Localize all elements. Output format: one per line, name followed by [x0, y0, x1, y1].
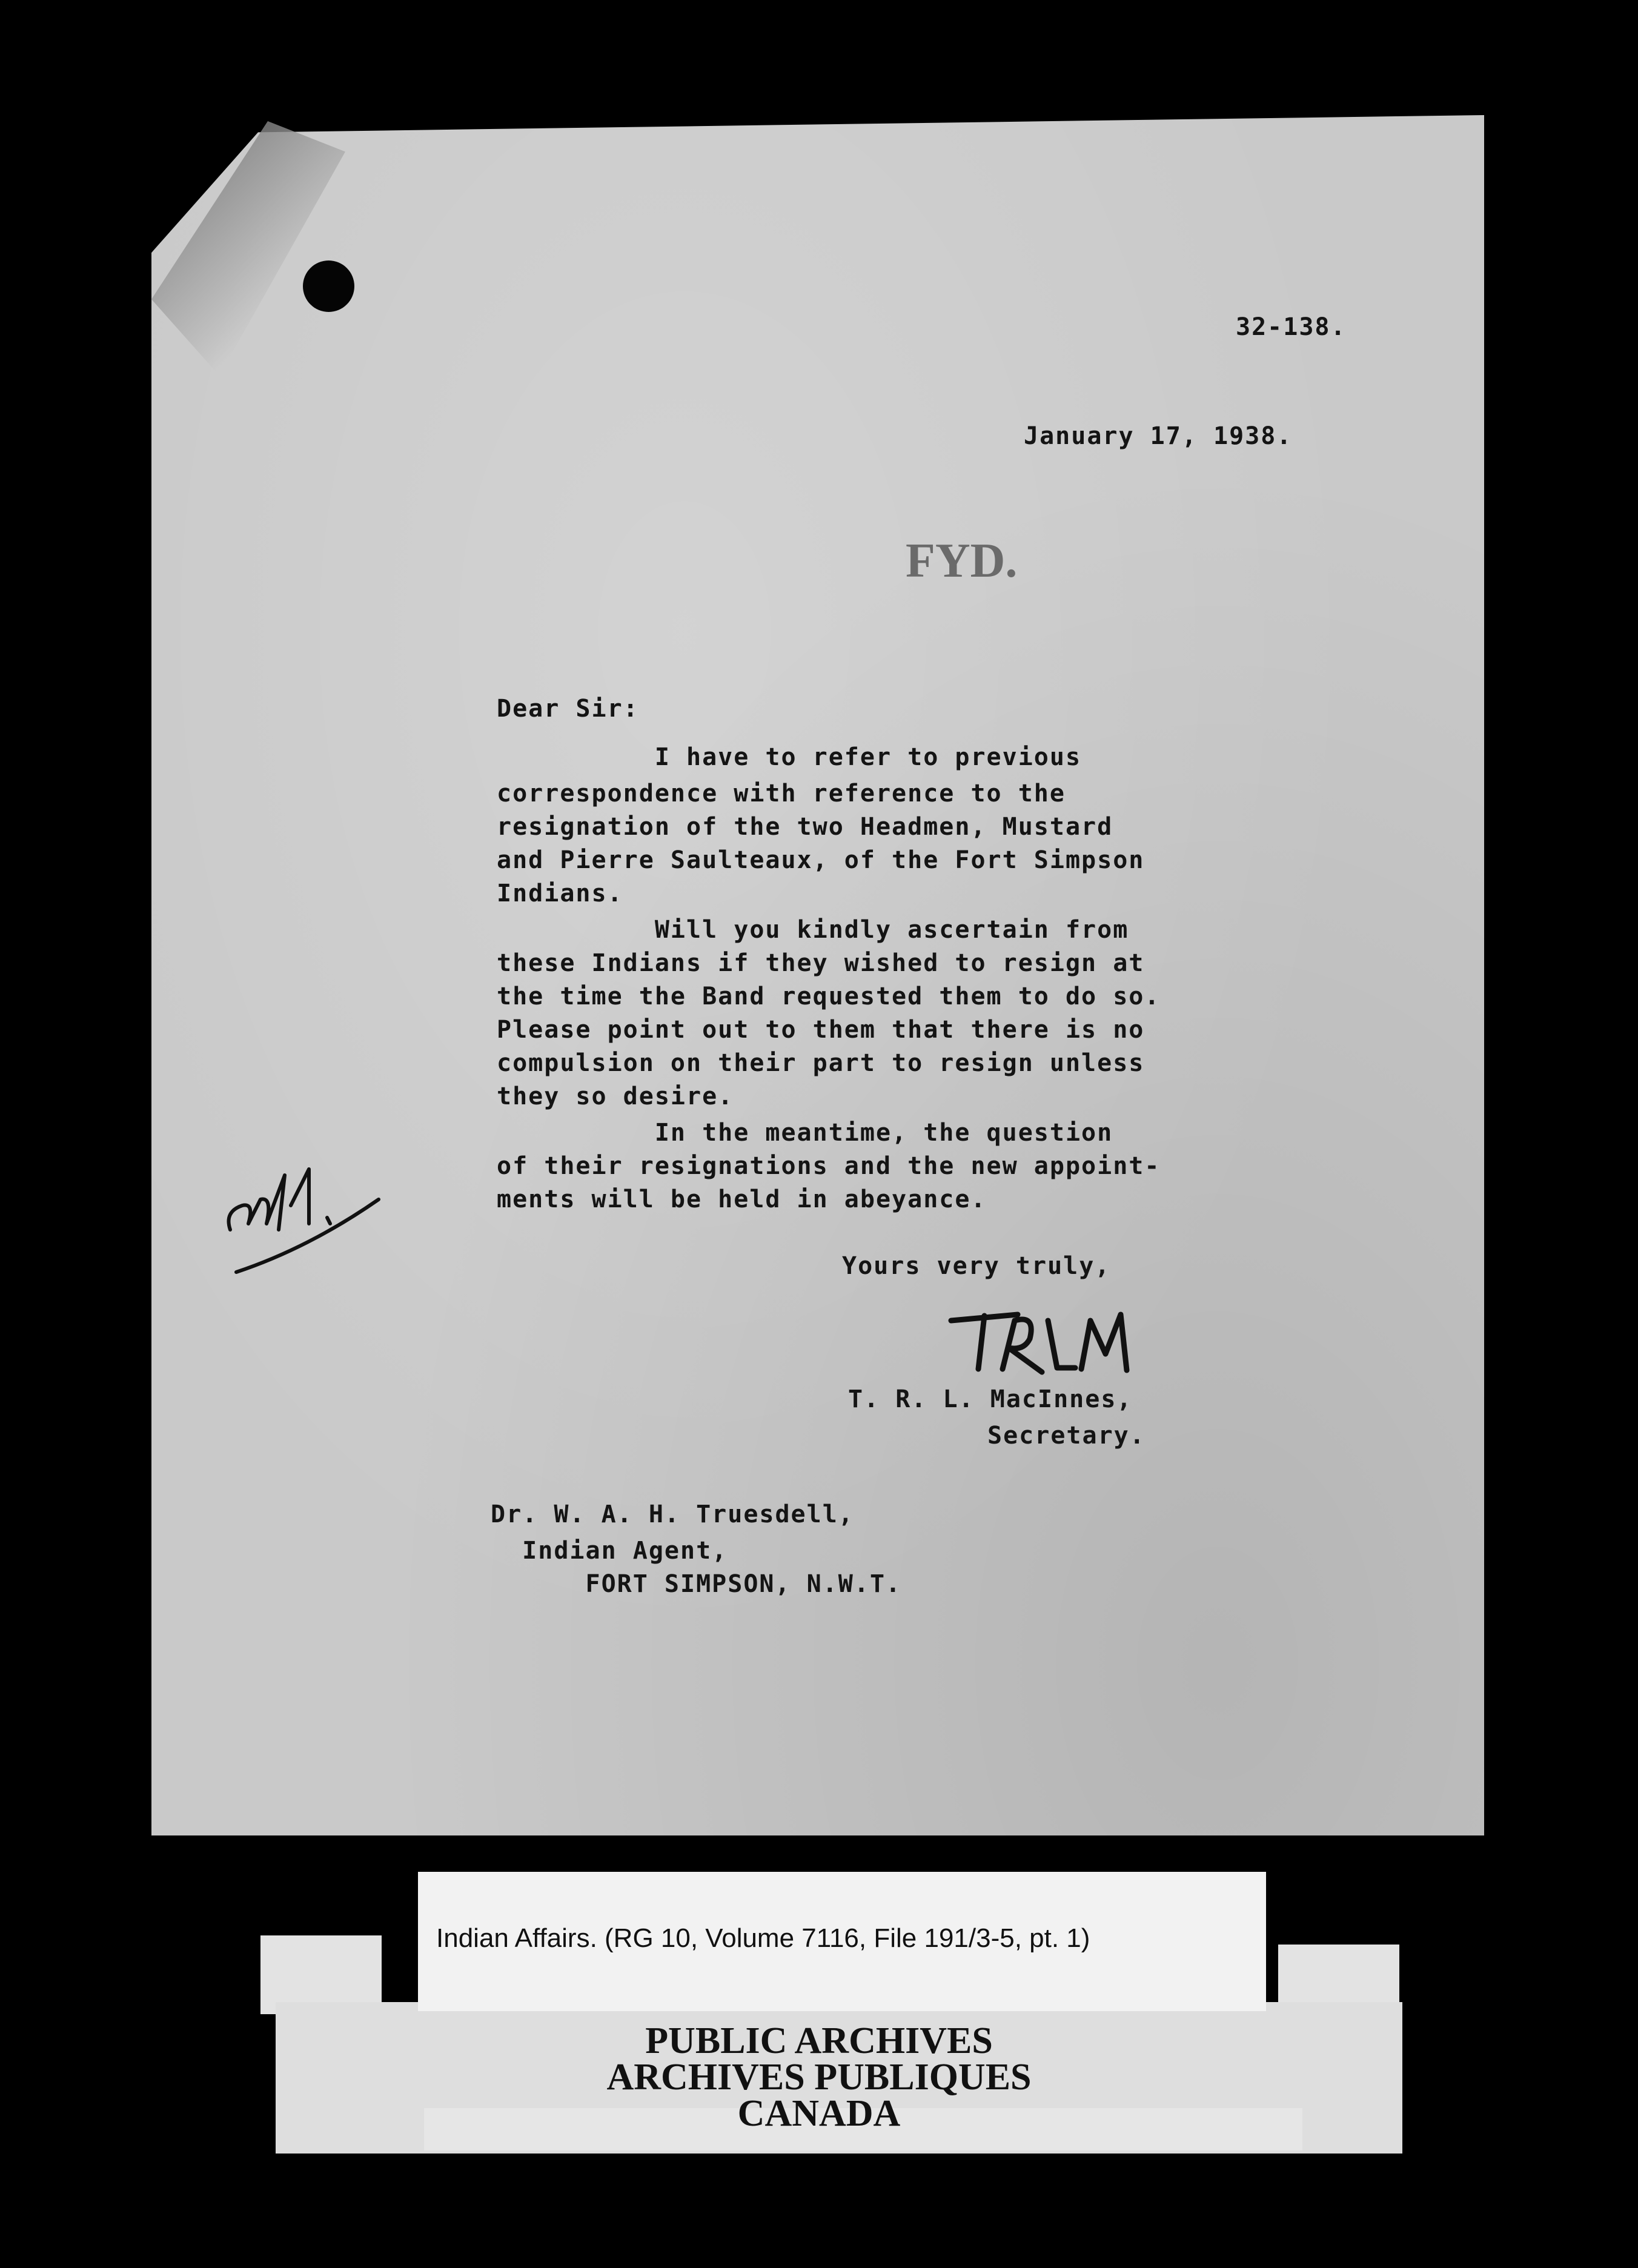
salutation: Dear Sir:	[497, 695, 639, 723]
signer-name: T. R. L. MacInnes,	[848, 1385, 1133, 1413]
fyd-stamp	[906, 533, 1069, 588]
addressee-line: FORT SIMPSON, N.W.T.	[491, 1570, 902, 1598]
signer-title: Secretary.	[987, 1422, 1146, 1450]
body-line: correspondence with reference to the	[497, 780, 1066, 807]
body-line: and Pierre Saulteaux, of the Fort Simpson	[497, 846, 1145, 874]
body-line: Please point out to them that there is no	[497, 1016, 1145, 1044]
file-number: 32-138.	[1236, 313, 1347, 341]
stamp-text: FYD.	[906, 534, 1018, 588]
letter-date: January 17, 1938.	[1024, 422, 1293, 450]
body-line: I have to refer to previous	[497, 743, 1082, 771]
body-line: the time the Band requested them to do so.	[497, 983, 1161, 1010]
body-line: ments will be held in abeyance.	[497, 1185, 987, 1213]
margin-note-handwriting	[218, 1139, 388, 1278]
archives-line-1: PUBLIC ARCHIVES	[645, 2020, 993, 2061]
body-line: compulsion on their part to resign unless	[497, 1049, 1145, 1077]
addressee-line: Indian Agent,	[491, 1537, 728, 1565]
body-line: these Indians if they wished to resign at	[497, 949, 1145, 977]
handwritten-signature	[945, 1296, 1151, 1375]
punch-hole	[303, 260, 354, 312]
body-line: Will you kindly ascertain from	[497, 916, 1129, 944]
body-line: In the meantime, the question	[497, 1119, 1113, 1147]
archives-line-2: ARCHIVES PUBLIQUES	[606, 2057, 1032, 2098]
archives-line-3: CANADA	[737, 2093, 901, 2134]
body-line: Indians.	[497, 880, 623, 907]
body-line: they so desire.	[497, 1083, 734, 1110]
body-line: of their resignations and the new appoint-	[497, 1152, 1161, 1180]
body-line: resignation of the two Headmen, Mustard	[497, 813, 1113, 841]
addressee-line: Dr. W. A. H. Truesdell,	[491, 1500, 854, 1528]
closing: Yours very truly,	[842, 1252, 1111, 1280]
archive-reference: Indian Affairs. (RG 10, Volume 7116, File 191/3-5, pt. 1)	[436, 1923, 1090, 1953]
